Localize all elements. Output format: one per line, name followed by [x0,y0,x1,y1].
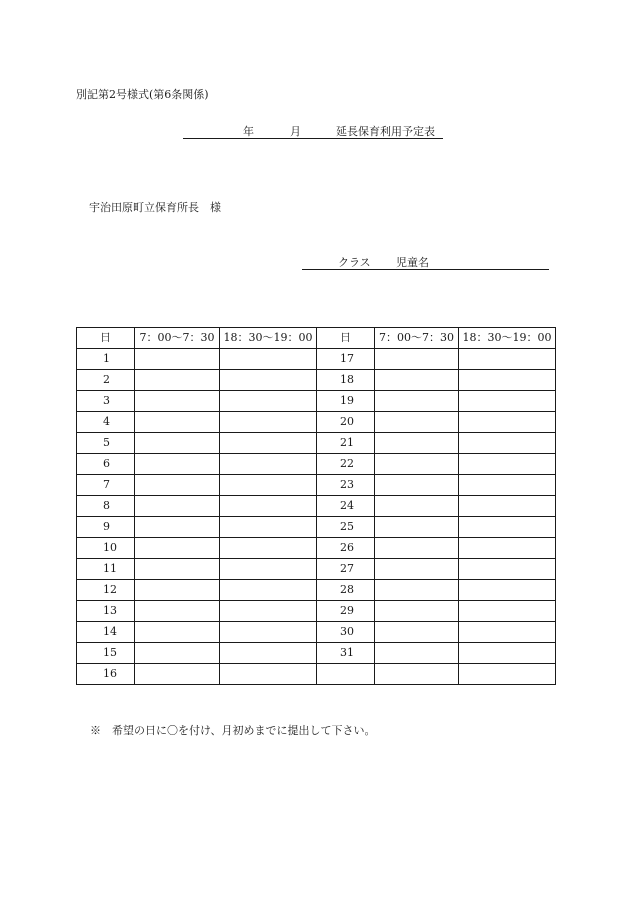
morning-left-cell[interactable] [135,664,220,685]
morning-left-cell[interactable] [135,433,220,454]
evening-left-cell[interactable] [220,622,317,643]
evening-right-cell[interactable] [459,412,556,433]
evening-right-cell[interactable] [459,370,556,391]
table-row [77,664,556,685]
morning-right-cell[interactable] [375,475,459,496]
day-left-cell: 15 [77,643,135,664]
morning-right-cell[interactable] [375,454,459,475]
morning-right-cell[interactable] [375,538,459,559]
table-row [77,412,556,433]
evening-left-cell[interactable] [220,475,317,496]
evening-left-cell[interactable] [220,664,317,685]
morning-left-cell[interactable] [135,412,220,433]
morning-left-cell[interactable] [135,370,220,391]
day-left-cell: 10 [77,538,135,559]
day-left-cell: 3 [77,391,135,412]
evening-right-cell[interactable] [459,538,556,559]
evening-left-cell[interactable] [220,370,317,391]
evening-right-cell[interactable] [459,559,556,580]
morning-left-cell[interactable] [135,538,220,559]
morning-left-cell[interactable] [135,475,220,496]
evening-left-cell[interactable] [220,349,317,370]
day-left-cell: 9 [77,517,135,538]
morning-left-cell[interactable] [135,643,220,664]
evening-right-cell[interactable] [459,664,556,685]
table-row [77,370,556,391]
evening-left-cell[interactable] [220,496,317,517]
table-row [77,391,556,412]
morning-right-cell[interactable] [375,580,459,601]
table-row [77,580,556,601]
day-left-cell: 12 [77,580,135,601]
evening-right-cell[interactable] [459,454,556,475]
day-right-cell: 21 [317,433,375,454]
day-right-cell: 26 [317,538,375,559]
morning-right-cell[interactable] [375,601,459,622]
table-row [77,517,556,538]
morning-left-cell[interactable] [135,580,220,601]
evening-right-cell[interactable] [459,580,556,601]
day-right-cell: 31 [317,643,375,664]
day-right-cell: 23 [317,475,375,496]
evening-left-cell[interactable] [220,580,317,601]
header-morning-left: 7：00〜7：30 [135,328,220,349]
morning-left-cell[interactable] [135,517,220,538]
evening-right-cell[interactable] [459,391,556,412]
day-right-cell: 17 [317,349,375,370]
table-header-row [77,328,556,349]
morning-left-cell[interactable] [135,622,220,643]
evening-right-cell[interactable] [459,643,556,664]
day-left-cell: 5 [77,433,135,454]
evening-left-cell[interactable] [220,601,317,622]
day-left-cell: 6 [77,454,135,475]
morning-right-cell[interactable] [375,349,459,370]
evening-left-cell[interactable] [220,391,317,412]
day-left-cell: 16 [77,664,135,685]
morning-left-cell[interactable] [135,454,220,475]
table-row [77,538,556,559]
morning-right-cell[interactable] [375,643,459,664]
day-left-cell: 7 [77,475,135,496]
day-left-cell: 4 [77,412,135,433]
table-row [77,433,556,454]
day-left-cell: 8 [77,496,135,517]
day-right-cell: 27 [317,559,375,580]
morning-right-cell[interactable] [375,559,459,580]
day-right-cell: 19 [317,391,375,412]
instruction-note: ※ 希望の日に〇を付け、月初めまでに提出して下さい。 [90,724,376,737]
day-left-cell: 1 [77,349,135,370]
day-right-cell: 29 [317,601,375,622]
day-right-cell: 24 [317,496,375,517]
day-left-cell: 11 [77,559,135,580]
evening-right-cell[interactable] [459,622,556,643]
header-day-right: 日 [317,328,375,349]
table-row [77,454,556,475]
day-right-cell: 22 [317,454,375,475]
schedule-table [76,327,556,685]
day-right-cell: 18 [317,370,375,391]
day-right-cell [317,664,375,685]
evening-left-cell[interactable] [220,412,317,433]
evening-right-cell[interactable] [459,601,556,622]
morning-right-cell[interactable] [375,622,459,643]
evening-left-cell[interactable] [220,517,317,538]
header-morning-right: 7：00〜7：30 [375,328,459,349]
evening-left-cell[interactable] [220,538,317,559]
evening-right-cell[interactable] [459,433,556,454]
table-row [77,349,556,370]
day-right-cell: 30 [317,622,375,643]
day-right-cell: 25 [317,517,375,538]
morning-right-cell[interactable] [375,412,459,433]
morning-right-cell[interactable] [375,433,459,454]
day-right-cell: 20 [317,412,375,433]
evening-left-cell[interactable] [220,454,317,475]
morning-right-cell[interactable] [375,664,459,685]
morning-right-cell[interactable] [375,391,459,412]
morning-left-cell[interactable] [135,391,220,412]
addressee: 宇治田原町立保育所長 様 [89,201,221,214]
morning-left-cell[interactable] [135,559,220,580]
evening-right-cell[interactable] [459,349,556,370]
table-row [77,475,556,496]
header-evening-left: 18：30〜19：00 [220,328,317,349]
table-row [77,601,556,622]
day-left-cell: 14 [77,622,135,643]
morning-right-cell[interactable] [375,517,459,538]
evening-left-cell[interactable] [220,433,317,454]
evening-left-cell[interactable] [220,643,317,664]
evening-right-cell[interactable] [459,496,556,517]
morning-left-cell[interactable] [135,349,220,370]
morning-left-cell[interactable] [135,601,220,622]
header-day-left: 日 [77,328,135,349]
table-row [77,559,556,580]
table-row [77,643,556,664]
page-title: 延長保育利用予定表 [336,125,435,138]
child-name-label: 児童名 [396,256,429,269]
evening-right-cell[interactable] [459,475,556,496]
form-number-label: 別記第2号様式(第6条関係) [76,88,209,101]
table-row [77,496,556,517]
morning-right-cell[interactable] [375,370,459,391]
class-label: クラス [338,256,371,269]
day-left-cell: 2 [77,370,135,391]
day-right-cell: 28 [317,580,375,601]
evening-left-cell[interactable] [220,559,317,580]
title-month-label: 月 [290,125,301,138]
morning-left-cell[interactable] [135,496,220,517]
day-left-cell: 13 [77,601,135,622]
title-year-label: 年 [243,125,254,138]
table-row [77,622,556,643]
evening-right-cell[interactable] [459,517,556,538]
morning-right-cell[interactable] [375,496,459,517]
header-evening-right: 18：30〜19：00 [459,328,556,349]
